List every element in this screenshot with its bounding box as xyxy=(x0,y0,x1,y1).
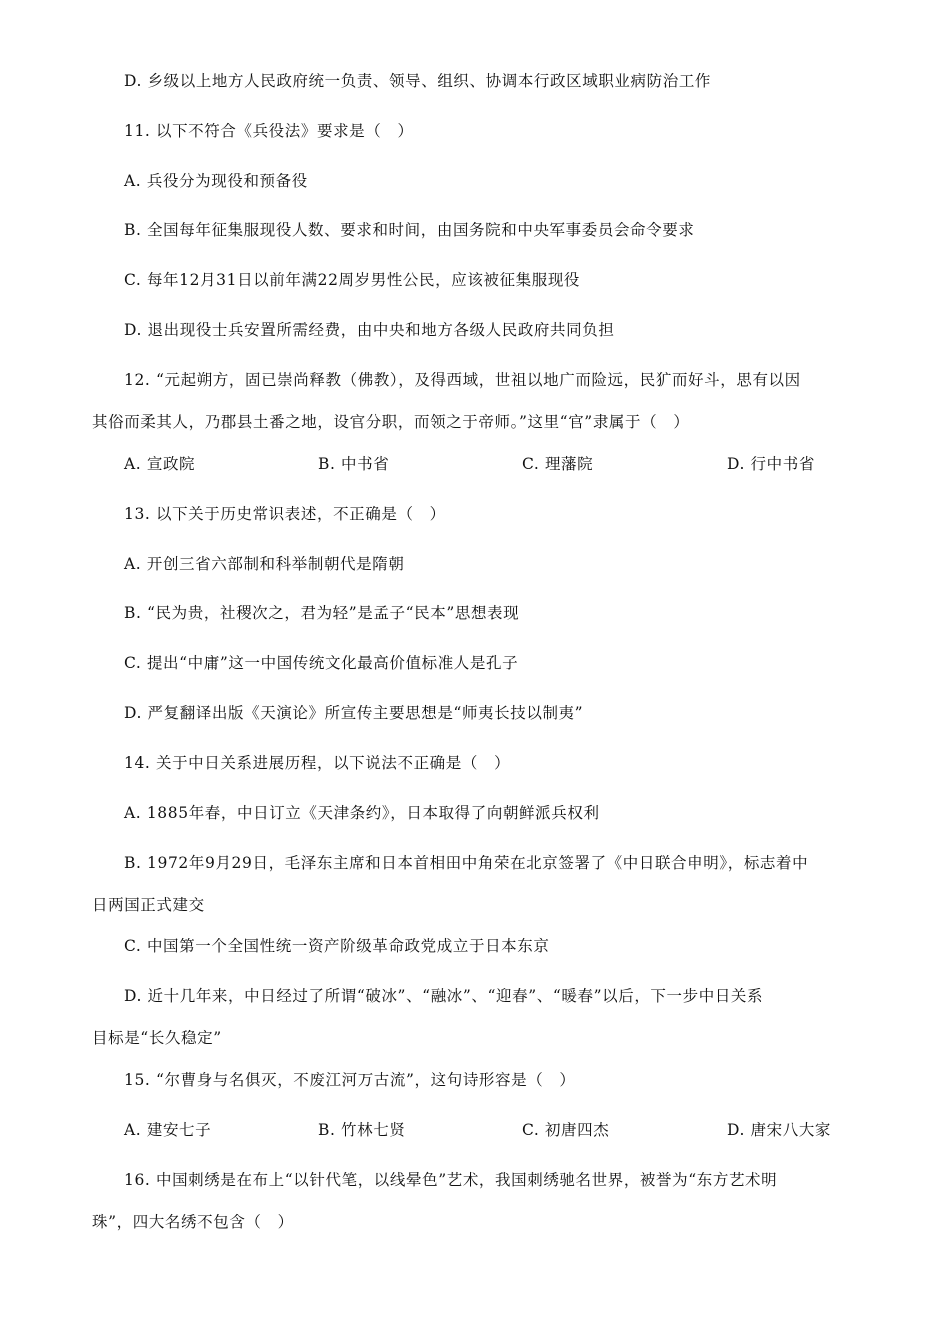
q14-option-c: C. 中国第一个全国性统一资产阶级革命政党成立于日本东京 xyxy=(124,937,550,955)
q16-stem-line1: 16. 中国刺绣是在布上“以针代笔，以线晕色”艺术，我国刺绣驰名世界，被誉为“东方艺术明 xyxy=(124,1171,778,1189)
q10-option-d: D. 乡级以上地方人民政府统一负责、领导、组织、协调本行政区域职业病防治工作 xyxy=(124,72,712,90)
q13-option-c: C. 提出“中庸”这一中国传统文化最高价值标准人是孔子 xyxy=(124,654,519,672)
q15-option-b: B. 竹林七贤 xyxy=(318,1121,406,1139)
q15-option-a: A. 建安七子 xyxy=(124,1121,212,1139)
q14-option-b-line1: B. 1972年9月29日，毛泽东主席和日本首相田中角荣在北京签署了《中日联合申明》，标志着中 xyxy=(124,854,809,872)
q11-option-a: A. 兵役分为现役和预备役 xyxy=(124,172,308,190)
q16-stem-line2: 珠”，四大名绣不包含（ ） xyxy=(92,1213,294,1231)
q14-option-a: A. 1885年春，中日订立《天津条约》，日本取得了向朝鲜派兵权利 xyxy=(124,804,600,822)
q14-stem: 14. 关于中日关系进展历程，以下说法不正确是（ ） xyxy=(124,754,511,772)
q14-option-d-line2: 目标是“长久稳定” xyxy=(92,1029,222,1047)
q12-option-c: C. 理藩院 xyxy=(522,455,594,473)
q12-stem-line2: 其俗而柔其人，乃郡县土番之地，设官分职，而领之于帝师。”这里“官”隶属于（ ） xyxy=(92,413,690,431)
q15-option-d: D. 唐宋八大家 xyxy=(727,1121,832,1139)
q12-stem-line1: 12. “元起朔方，固已崇尚释教（佛教），及得西域，世祖以地广而险远，民犷而好斗，思有以因 xyxy=(124,371,801,389)
q15-option-c: C. 初唐四杰 xyxy=(522,1121,610,1139)
q13-stem: 13. 以下关于历史常识表述，不正确是（ ） xyxy=(124,505,446,523)
q14-option-d-line1: D. 近十几年来，中日经过了所谓“破冰”、“融冰”、“迎春”、“暖春”以后，下一步中日关系 xyxy=(124,987,764,1005)
q11-option-c: C. 每年12月31日以前年满22周岁男性公民，应该被征集服现役 xyxy=(124,271,581,289)
q11-option-d: D. 退出现役士兵安置所需经费，由中央和地方各级人民政府共同负担 xyxy=(124,321,615,339)
q15-stem: 15. “尔曹身与名俱灭，不废江河万古流”，这句诗形容是（ ） xyxy=(124,1071,576,1089)
q14-option-b-line2: 日两国正式建交 xyxy=(92,896,205,914)
q11-stem: 11. 以下不符合《兵役法》要求是（ ） xyxy=(124,122,414,140)
q13-option-d: D. 严复翻译出版《天演论》所宣传主要思想是“师夷长技以制夷” xyxy=(124,704,584,722)
q12-option-d: D. 行中书省 xyxy=(727,455,815,473)
q11-option-b: B. 全国每年征集服现役人数、要求和时间，由国务院和中央军事委员会命令要求 xyxy=(124,221,695,239)
q13-option-a: A. 开创三省六部制和科举制朝代是隋朝 xyxy=(124,555,405,573)
q12-option-b: B. 中书省 xyxy=(318,455,390,473)
q13-option-b: B. “民为贵，社稷次之，君为轻”是孟子“民本”思想表现 xyxy=(124,604,520,622)
q12-option-a: A. 宣政院 xyxy=(124,455,196,473)
